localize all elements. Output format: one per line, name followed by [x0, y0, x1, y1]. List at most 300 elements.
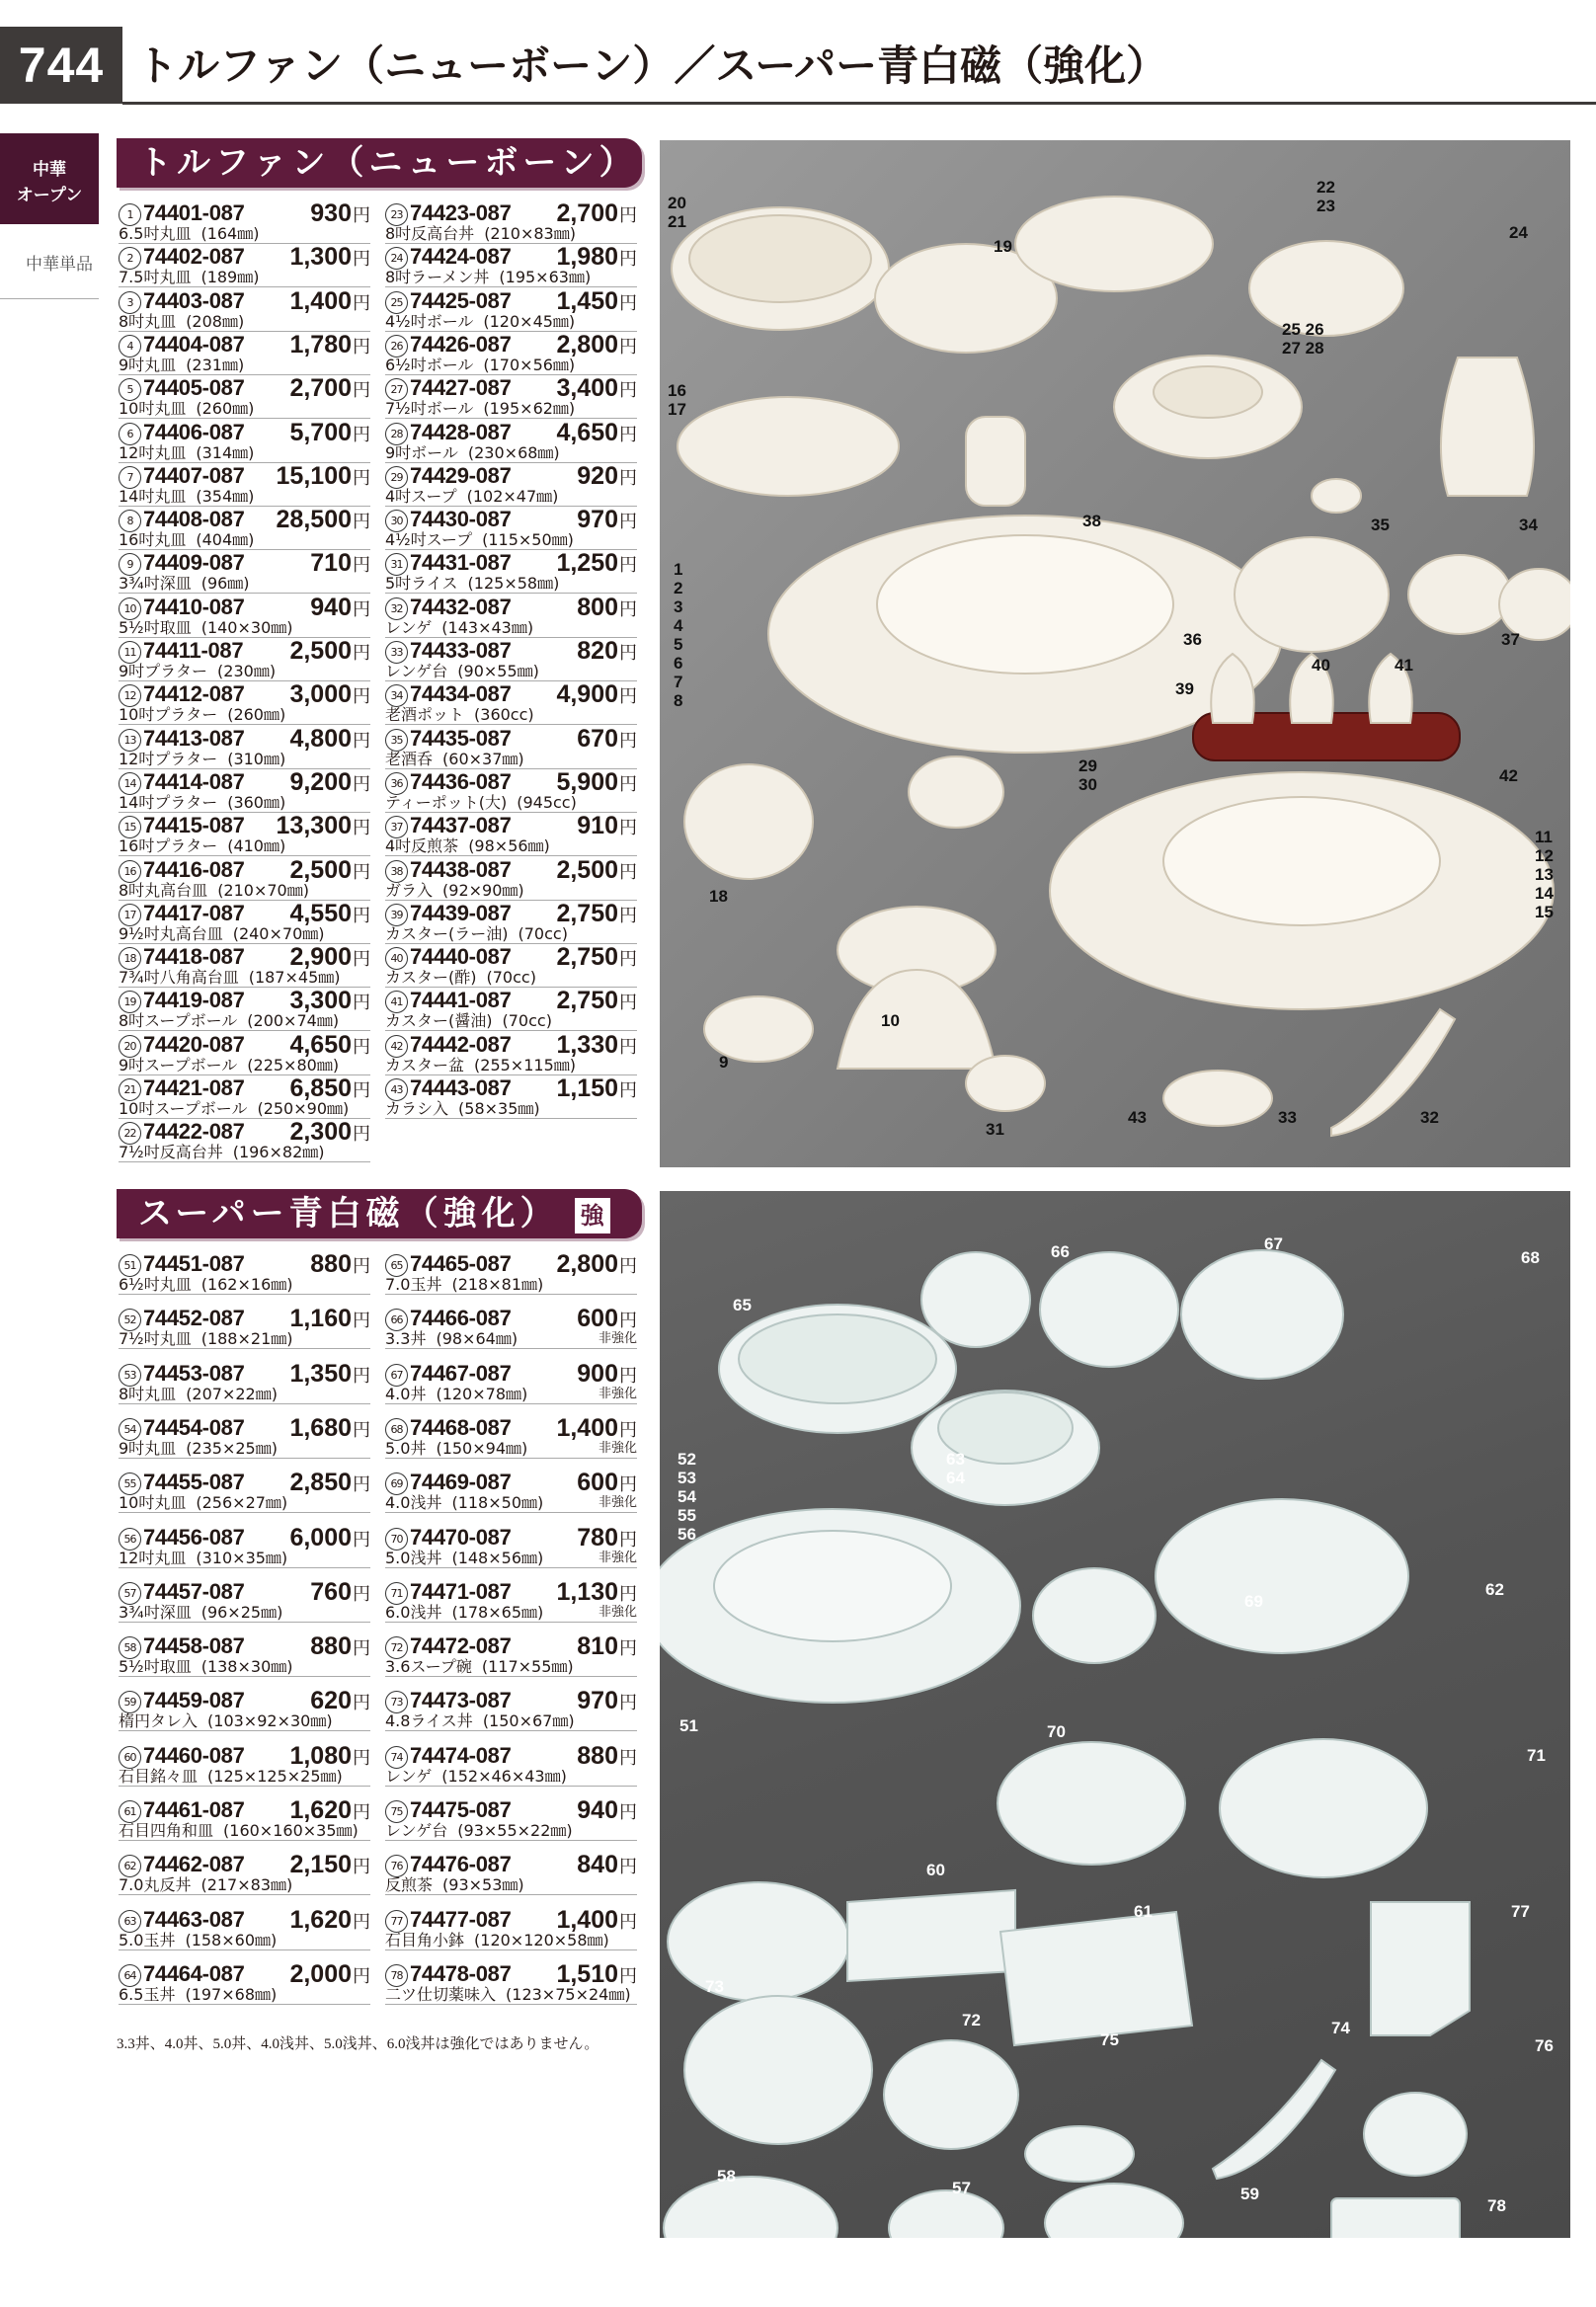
item-code: 74408-087 — [143, 507, 245, 532]
price-value: 1,250 — [556, 549, 618, 578]
product-row — [119, 725, 370, 769]
price-value: 1,450 — [556, 286, 618, 315]
item-number: 28 — [385, 423, 408, 445]
tempered-badge: 強 — [573, 1196, 612, 1235]
photo-item-label: 75 — [1100, 2030, 1119, 2049]
item-number: 31 — [385, 553, 408, 576]
item-code: 74427-087 — [410, 375, 512, 401]
item-description: 10吋丸皿 — [119, 400, 187, 419]
photo-item-label: 9 — [719, 1053, 729, 1072]
item-size: (103×92×30㎜) — [207, 1712, 333, 1731]
product-row — [385, 243, 637, 287]
item-number: 19 — [119, 991, 141, 1013]
item-description: レンゲ — [385, 618, 433, 637]
item-code: 74415-087 — [143, 813, 245, 838]
item-number: 15 — [119, 816, 141, 838]
item-code: 74426-087 — [410, 331, 512, 357]
item-description: 14吋プラター — [119, 793, 218, 812]
yen-symbol: 円 — [353, 1256, 370, 1277]
photo-item-label: 31 — [986, 1120, 1004, 1139]
item-code: 74464-087 — [143, 1960, 245, 1986]
item-number: 1 — [119, 203, 141, 226]
non-tempered-note: 非強化 — [598, 1604, 637, 1620]
item-code: 74476-087 — [410, 1852, 512, 1877]
item-description: 8吋丸高台皿 — [119, 881, 208, 900]
yen-symbol: 円 — [619, 555, 637, 577]
product-row — [119, 680, 370, 725]
item-code: 74416-087 — [143, 856, 245, 882]
product-row — [119, 1360, 370, 1404]
photo-item-label: 61 — [1134, 1902, 1153, 1921]
price-value: 940 — [310, 593, 352, 621]
product-row — [385, 1074, 637, 1119]
price-value: 1,510 — [556, 1959, 618, 1988]
sidebar-tab-label: 中華 オープン — [16, 160, 83, 205]
item-description: 二ツ仕切薬味入 — [385, 1985, 497, 2004]
item-code: 74439-087 — [410, 900, 512, 925]
price-value: 2,300 — [289, 1118, 352, 1147]
photo-item-label: 72 — [962, 2011, 981, 2029]
item-size: (118×50㎜) — [451, 1494, 544, 1513]
item-size: (360cc) — [474, 706, 534, 725]
page-number: 744 — [0, 27, 122, 104]
item-size: (120×78㎜) — [436, 1385, 528, 1403]
price-value: 5,700 — [289, 418, 352, 446]
item-size: (197×68㎜) — [185, 1985, 278, 2004]
item-code: 74406-087 — [143, 419, 245, 444]
item-description: 10吋スープボール — [119, 1100, 248, 1118]
item-number: 64 — [119, 1964, 141, 1987]
yen-symbol: 円 — [619, 1365, 637, 1387]
item-size: (117×55㎜) — [481, 1658, 574, 1677]
photo-item-label: 63 64 — [946, 1450, 965, 1487]
item-number: 60 — [119, 1746, 141, 1769]
product-row — [385, 1414, 637, 1459]
item-code: 74454-087 — [143, 1414, 245, 1440]
yen-symbol: 円 — [619, 1036, 637, 1058]
item-description: 9吋スープボール — [119, 1056, 238, 1074]
photo-item-label: 32 — [1420, 1108, 1439, 1127]
item-size: (218×81㎜) — [451, 1276, 544, 1294]
yen-symbol: 円 — [619, 818, 637, 839]
item-code: 74475-087 — [410, 1797, 512, 1822]
product-row — [385, 680, 637, 725]
item-number: 16 — [119, 860, 141, 883]
item-size: (96×25㎜) — [200, 1603, 283, 1622]
yen-symbol: 円 — [353, 1419, 370, 1441]
item-size: (230×68㎜) — [467, 443, 560, 462]
item-size: (188×21㎜) — [200, 1330, 293, 1349]
yen-symbol: 円 — [353, 1965, 370, 1987]
item-code: 74463-087 — [143, 1906, 245, 1932]
product-row — [119, 331, 370, 375]
item-description: 6.5吋丸皿 — [119, 225, 192, 243]
item-code: 74429-087 — [410, 462, 512, 488]
price-value: 1,300 — [289, 243, 352, 272]
item-code: 74418-087 — [143, 944, 245, 970]
item-description: 老酒ポット — [385, 706, 465, 725]
price-value: 600 — [577, 1305, 618, 1333]
product-row — [119, 1851, 370, 1895]
item-description: 楕円タレ入 — [119, 1712, 199, 1731]
price-value: 4,650 — [289, 1030, 352, 1059]
product-row — [119, 549, 370, 594]
item-size: (210×70㎜) — [217, 881, 309, 900]
tableware-illustration — [660, 1191, 1570, 2238]
product-row — [119, 1414, 370, 1459]
item-code: 74457-087 — [143, 1578, 245, 1604]
item-description: 12吋プラター — [119, 750, 218, 768]
item-size: (250×90㎜) — [257, 1100, 350, 1118]
item-code: 74432-087 — [410, 594, 512, 619]
price-value: 1,330 — [556, 1030, 618, 1059]
yen-symbol: 円 — [619, 512, 637, 533]
photo-item-label: 25 26 27 28 — [1282, 320, 1324, 358]
item-size: (70cc) — [502, 1012, 552, 1031]
yen-symbol: 円 — [353, 1857, 370, 1878]
item-number: 7 — [119, 466, 141, 489]
price-value: 6,850 — [289, 1074, 352, 1102]
price-value: 2,000 — [289, 1959, 352, 1988]
item-size: (225×80㎜) — [247, 1056, 340, 1074]
yen-symbol: 円 — [353, 336, 370, 358]
item-size: (98×64㎜) — [436, 1330, 519, 1349]
price-value: 910 — [577, 812, 618, 840]
item-code: 74456-087 — [143, 1524, 245, 1550]
product-row — [119, 768, 370, 813]
price-value: 2,500 — [289, 637, 352, 665]
item-code: 74409-087 — [143, 550, 245, 576]
product-row — [385, 1360, 637, 1404]
item-number: 23 — [385, 203, 408, 226]
product-row — [119, 1742, 370, 1787]
item-code: 74473-087 — [410, 1688, 512, 1713]
item-description: 石目角小鉢 — [385, 1931, 465, 1949]
item-description: レンゲ台 — [385, 1822, 448, 1840]
price-value: 1,080 — [289, 1741, 352, 1770]
item-description: 3¾吋深皿 — [119, 1603, 192, 1622]
item-description: 石目四角和皿 — [119, 1822, 214, 1840]
product-row — [385, 419, 637, 463]
price-value: 2,900 — [289, 943, 352, 972]
product-row — [385, 1031, 637, 1075]
photo-item-label: 60 — [926, 1861, 945, 1879]
yen-symbol: 円 — [353, 249, 370, 271]
item-size: (162×16㎜) — [200, 1276, 293, 1294]
photo-item-label: 39 — [1175, 679, 1194, 698]
item-code: 74401-087 — [143, 200, 245, 225]
item-size: (150×67㎜) — [482, 1712, 575, 1731]
product-row — [385, 900, 637, 944]
price-value: 780 — [577, 1523, 618, 1551]
item-size: (260㎜) — [196, 400, 255, 419]
yen-symbol: 円 — [353, 993, 370, 1014]
yen-symbol: 円 — [619, 467, 637, 489]
yen-symbol: 円 — [619, 1474, 637, 1496]
item-code: 74422-087 — [143, 1119, 245, 1145]
price-value: 1,680 — [289, 1413, 352, 1442]
price-value: 970 — [577, 506, 618, 534]
item-number: 53 — [119, 1364, 141, 1387]
price-value: 28,500 — [276, 506, 352, 534]
price-value: 2,800 — [556, 1250, 618, 1278]
item-size: (150×94㎜) — [436, 1439, 528, 1458]
item-code: 74438-087 — [410, 856, 512, 882]
item-description: レンゲ — [385, 1767, 433, 1786]
item-code: 74433-087 — [410, 638, 512, 663]
item-description: 4吋反煎茶 — [385, 837, 459, 856]
yen-symbol: 円 — [353, 1474, 370, 1496]
item-code: 74451-087 — [143, 1251, 245, 1276]
product-row — [119, 1578, 370, 1623]
yen-symbol: 円 — [353, 1747, 370, 1769]
yen-symbol: 円 — [353, 861, 370, 883]
photo-item-label: 74 — [1331, 2019, 1350, 2037]
price-value: 1,400 — [289, 286, 352, 315]
header-rule — [122, 102, 1596, 105]
photo-item-label: 69 — [1244, 1592, 1263, 1611]
item-number: 42 — [385, 1035, 408, 1058]
price-value: 2,850 — [289, 1469, 352, 1497]
photo-item-label: 66 — [1051, 1242, 1070, 1261]
item-size: (360㎜) — [227, 793, 286, 812]
product-row — [385, 1632, 637, 1677]
item-description: 9吋丸皿 — [119, 356, 177, 374]
item-description: 8吋丸皿 — [119, 1385, 177, 1403]
yen-symbol: 円 — [353, 1124, 370, 1146]
price-value: 2,750 — [556, 943, 618, 972]
item-description: カスター(酢) — [385, 969, 477, 988]
item-size: (195×63㎜) — [499, 269, 592, 287]
item-code: 74458-087 — [143, 1633, 245, 1659]
item-size: (152×46×43㎜) — [441, 1767, 567, 1786]
item-size: (208㎜) — [186, 312, 245, 331]
price-value: 1,980 — [556, 243, 618, 272]
product-row — [119, 1118, 370, 1162]
item-description: 石目銘々皿 — [119, 1767, 199, 1786]
price-value: 760 — [310, 1577, 352, 1606]
item-description: 16吋丸皿 — [119, 531, 187, 550]
item-code: 74410-087 — [143, 594, 245, 619]
item-description: 8吋丸皿 — [119, 312, 177, 331]
item-code: 74434-087 — [410, 681, 512, 707]
item-number: 10 — [119, 597, 141, 620]
photo-item-label: 41 — [1395, 656, 1413, 675]
yen-symbol: 円 — [619, 1911, 637, 1933]
item-description: 9吋ボール — [385, 443, 458, 462]
product-row — [385, 331, 637, 375]
sidebar-tab-chinese-open[interactable] — [0, 133, 99, 224]
item-number: 34 — [385, 684, 408, 707]
photo-item-label: 20 21 — [668, 194, 686, 231]
product-row — [119, 594, 370, 638]
item-code: 74465-087 — [410, 1251, 512, 1276]
price-value: 840 — [577, 1851, 618, 1879]
item-description: 5.0丼 — [385, 1439, 427, 1458]
item-code: 74417-087 — [143, 900, 245, 925]
price-value: 1,160 — [289, 1305, 352, 1333]
yen-symbol: 円 — [353, 1802, 370, 1823]
item-description: 5吋ライス — [385, 575, 458, 594]
item-description: カラシ入 — [385, 1100, 449, 1118]
item-number: 30 — [385, 510, 408, 532]
price-value: 2,700 — [289, 374, 352, 403]
item-code: 74468-087 — [410, 1414, 512, 1440]
item-description: 3.3丼 — [385, 1330, 427, 1349]
photo-item-label: 29 30 — [1078, 756, 1097, 794]
sidebar-item-chinese-single[interactable] — [0, 224, 99, 299]
item-size: (60×37㎜) — [442, 750, 524, 768]
item-size: (231㎜) — [186, 356, 245, 374]
price-value: 2,750 — [556, 987, 618, 1015]
section-title-super-seihakuji — [117, 1189, 642, 1238]
item-size: (70cc) — [518, 924, 568, 943]
yen-symbol: 円 — [619, 905, 637, 926]
yen-symbol: 円 — [353, 643, 370, 664]
item-description: 3¾吋深皿 — [119, 575, 192, 594]
item-description: 4½吋ボール — [385, 312, 474, 331]
price-value: 970 — [577, 1687, 618, 1715]
item-number: 70 — [385, 1528, 408, 1551]
item-size: (93×55×22㎜) — [457, 1822, 573, 1840]
item-description: 4.8ライス丼 — [385, 1712, 473, 1731]
item-code: 74470-087 — [410, 1524, 512, 1550]
price-value: 2,150 — [289, 1851, 352, 1879]
item-description: 5½吋取皿 — [119, 1658, 192, 1677]
item-description: 4.0丼 — [385, 1385, 427, 1403]
item-number: 61 — [119, 1800, 141, 1823]
item-code: 74430-087 — [410, 507, 512, 532]
price-value: 2,500 — [556, 855, 618, 884]
item-number: 25 — [385, 291, 408, 314]
item-description: 10吋プラター — [119, 706, 218, 725]
photo-item-label: 42 — [1499, 766, 1518, 785]
product-row — [119, 1250, 370, 1295]
item-description: 8吋スープボール — [119, 1012, 238, 1031]
photo-item-label: 11 12 13 14 15 — [1535, 828, 1554, 921]
photo-item-label: 52 53 54 55 56 — [678, 1450, 696, 1544]
yen-symbol: 円 — [619, 773, 637, 795]
price-value: 930 — [310, 199, 352, 227]
photo-item-label: 70 — [1047, 1722, 1066, 1741]
yen-symbol: 円 — [619, 336, 637, 358]
product-row — [385, 1796, 637, 1841]
item-description: 7½吋反高台丼 — [119, 1144, 223, 1162]
yen-symbol: 円 — [353, 773, 370, 795]
item-code: 74442-087 — [410, 1031, 512, 1057]
yen-symbol: 円 — [619, 1311, 637, 1332]
item-number: 29 — [385, 466, 408, 489]
item-number: 4 — [119, 335, 141, 358]
item-size: (115×50㎜) — [482, 531, 574, 550]
photo-item-label: 59 — [1240, 2185, 1259, 2203]
item-description: カスター(醤油) — [385, 1012, 493, 1031]
item-number: 39 — [385, 904, 408, 926]
non-tempered-note: 非強化 — [598, 1331, 637, 1347]
sidebar — [0, 133, 99, 299]
item-number: 21 — [119, 1078, 141, 1101]
item-size: (70cc) — [486, 969, 536, 988]
item-size: (255×115㎜) — [474, 1056, 576, 1074]
price-value: 920 — [577, 461, 618, 490]
price-value: 5,900 — [556, 767, 618, 796]
item-code: 74471-087 — [410, 1578, 512, 1604]
item-number: 24 — [385, 247, 408, 270]
item-number: 20 — [119, 1035, 141, 1058]
item-number: 6 — [119, 423, 141, 445]
yen-symbol: 円 — [353, 730, 370, 752]
item-size: (187×45㎜) — [248, 969, 341, 988]
item-number: 52 — [119, 1309, 141, 1331]
item-size: (92×90㎜) — [442, 881, 524, 900]
photo-item-label: 24 — [1509, 223, 1528, 242]
item-size: (189㎜) — [200, 269, 260, 287]
item-code: 74469-087 — [410, 1470, 512, 1495]
photo-item-label: 35 — [1371, 516, 1390, 534]
item-number: 73 — [385, 1691, 408, 1713]
item-description: 9吋丸皿 — [119, 1439, 177, 1458]
item-code: 74425-087 — [410, 287, 512, 313]
item-description: 12吋丸皿 — [119, 1549, 187, 1567]
photo-item-label: 1 2 3 4 5 6 7 8 — [674, 560, 683, 710]
item-number: 17 — [119, 904, 141, 926]
item-number: 75 — [385, 1800, 408, 1823]
yen-symbol: 円 — [619, 1419, 637, 1441]
item-number: 14 — [119, 772, 141, 795]
section-title-label: トルファン（ニューボーン） — [138, 143, 638, 183]
section-title-turfan — [117, 138, 642, 188]
item-size: (143×43㎜) — [441, 618, 534, 637]
item-code: 74441-087 — [410, 988, 512, 1013]
price-value: 2,500 — [289, 855, 352, 884]
product-row — [119, 419, 370, 463]
item-number: 38 — [385, 860, 408, 883]
yen-symbol: 円 — [353, 1080, 370, 1101]
yen-symbol: 円 — [353, 598, 370, 620]
product-row — [385, 943, 637, 988]
yen-symbol: 円 — [619, 1583, 637, 1605]
photo-item-label: 57 — [952, 2179, 971, 2197]
yen-symbol: 円 — [353, 467, 370, 489]
item-number: 72 — [385, 1636, 408, 1659]
yen-symbol: 円 — [353, 1311, 370, 1332]
price-value: 1,620 — [289, 1905, 352, 1934]
item-size: (217×83㎜) — [200, 1876, 293, 1895]
item-code: 74436-087 — [410, 768, 512, 794]
item-description: ティーポット(大) — [385, 793, 508, 812]
price-value: 4,650 — [556, 418, 618, 446]
item-description: 7.0玉丼 — [385, 1276, 442, 1294]
item-number: 54 — [119, 1418, 141, 1441]
photo-item-label: 40 — [1312, 656, 1330, 675]
yen-symbol: 円 — [619, 730, 637, 752]
product-row — [119, 374, 370, 419]
price-value: 620 — [310, 1687, 352, 1715]
yen-symbol: 円 — [353, 424, 370, 445]
item-number: 18 — [119, 947, 141, 970]
product-row — [385, 549, 637, 594]
item-code: 74431-087 — [410, 550, 512, 576]
product-row — [119, 1074, 370, 1119]
item-description: 5½吋取皿 — [119, 618, 192, 637]
product-row — [385, 199, 637, 244]
yen-symbol: 円 — [353, 949, 370, 971]
item-description: カスター(ラー油) — [385, 924, 509, 943]
product-row — [385, 374, 637, 419]
item-description: レンゲ台 — [385, 663, 448, 680]
price-value: 1,150 — [556, 1074, 618, 1102]
yen-symbol: 円 — [619, 993, 637, 1014]
